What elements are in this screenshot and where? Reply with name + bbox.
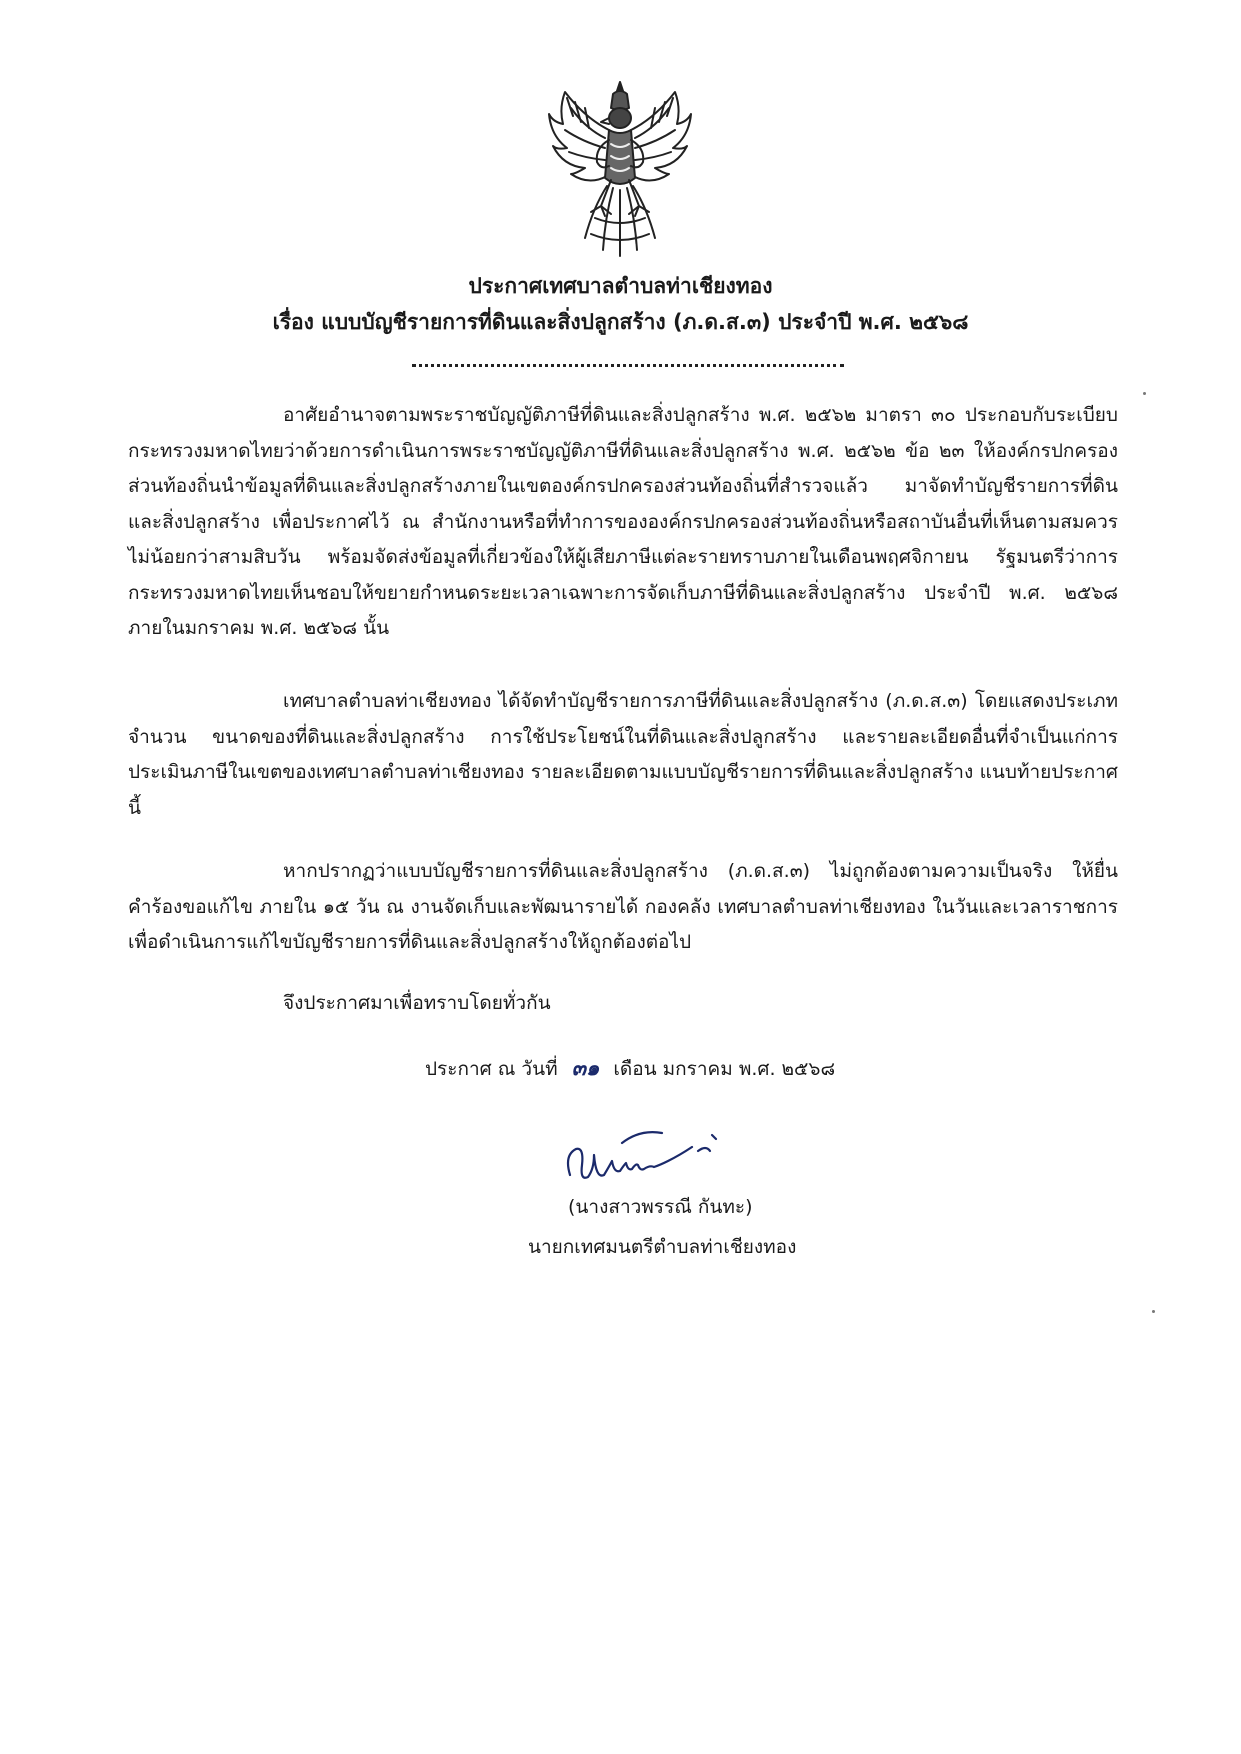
garuda-emblem-icon (545, 78, 695, 258)
closing-statement: จึงประกาศมาเพื่อทราบโดยทั่วกัน (283, 992, 551, 1014)
announcement-title (0, 268, 1241, 340)
subject-title: เรื่อง แบบบัญชีรายการที่ดินและสิ่งปลูกสร้าง (ภ.ด.ส.๓) ประจำปี พ.ศ. ๒๕๖๘ (272, 310, 969, 334)
body-paragraph-2-block (128, 684, 1118, 826)
body-paragraph-3: หากปรากฏว่าแบบบัญชีรายการที่ดินและสิ่งปลูกสร้าง (ภ.ด.ส.๓) ไม่ถูกต้องตามความเป็นจริง ให้ยื่นคำร้องขอแก้ไข ภายใน ๑๕ วัน ณ งานจัดเก็บและพัฒนารายได้ กองคลัง เทศบาลตำบลท่าเชียงทอง ในวันและเวลาราชการ เพื่อดำเนินการแก้ไขบัญชีรายการที่ดินและสิ่งปลูกสร้างให้ถูกต้องต่อไป (128, 860, 1118, 953)
issuer-title: ประกาศเทศบาลตำบลท่าเชียงทอง (468, 274, 773, 298)
body-paragraph-2: เทศบาลตำบลท่าเชียงทอง ได้จัดทำบัญชีรายการภาษีที่ดินและสิ่งปลูกสร้าง (ภ.ด.ส.๓) โดยแสดงประเภท จำนวน ขนาดของที่ดินและสิ่งปลูกสร้าง การใช้ประโยชน์ในที่ดินและสิ่งปลูกสร้าง และรายละเอียดอื่นที่จำเป็นแก่การประเมินภาษีในเขตของเทศบาลตำบลท่าเชียงทอง รายละเอียดตามแบบบัญชีรายการที่ดินและสิ่งปลูกสร้าง แนบท้ายประกาศนี้ (128, 690, 1118, 819)
body-paragraph-3-block (128, 854, 1118, 961)
date-day-handwritten: ๓๑ (571, 1055, 600, 1080)
signer-name: (นางสาวพรรณี กันทะ) (568, 1196, 753, 1218)
scan-speck (1152, 1310, 1155, 1313)
signer-position: นายกเทศมนตรีตำบลท่าเชียงทอง (528, 1236, 797, 1258)
announcement-date (425, 1050, 835, 1087)
body-paragraph-1: อาศัยอำนาจตามพระราชบัญญัติภาษีที่ดินและสิ่งปลูกสร้าง พ.ศ. ๒๕๖๒ มาตรา ๓๐ ประกอบกับระเบียบกระทรวงมหาดไทยว่าด้วยการดำเนินการพระราชบัญญัติภาษีที่ดินและสิ่งปลูกสร้าง พ.ศ. ๒๕๖๒ ข้อ ๒๓ ให้องค์กรปกครองส่วนท้องถิ่นนำข้อมูลที่ดินและสิ่งปลูกสร้างภายในเขตองค์กรปกครองส่วนท้องถิ่นที่สำรวจแล้ว มาจัดทำบัญชีรายการที่ดินและสิ่งปลูกสร้าง เพื่อประกาศไว้ ณ สำนักงานหรือที่ทำการขององค์กรปกครองส่วนท้องถิ่นหรือสถาบันอื่นที่เห็นตามสมควร ไม่น้อยกว่าสามสิบวัน พร้อมจัดส่งข้อมูลที่เกี่ยวข้องให้ผู้เสียภาษีแต่ละรายทราบภายในเดือนพฤศจิกายน รัฐมนตรีว่าการกระทรวงมหาดไทยเห็นชอบให้ขยายกำหนดระยะเวลาเฉพาะการจัดเก็บภาษีที่ดินและสิ่งปลูกสร้าง ประจำปี พ.ศ. ๒๕๖๘ ภายในมกราคม พ.ศ. ๒๕๖๘ นั้น (128, 404, 1118, 639)
date-prefix: ประกาศ ณ วันที่ (425, 1058, 558, 1080)
date-suffix: เดือน มกราคม พ.ศ. ๒๕๖๘ (613, 1058, 836, 1080)
body-paragraph-1-block (128, 398, 1118, 647)
handwritten-signature-icon (560, 1125, 740, 1195)
scan-speck (1143, 392, 1146, 395)
title-divider (412, 364, 844, 367)
